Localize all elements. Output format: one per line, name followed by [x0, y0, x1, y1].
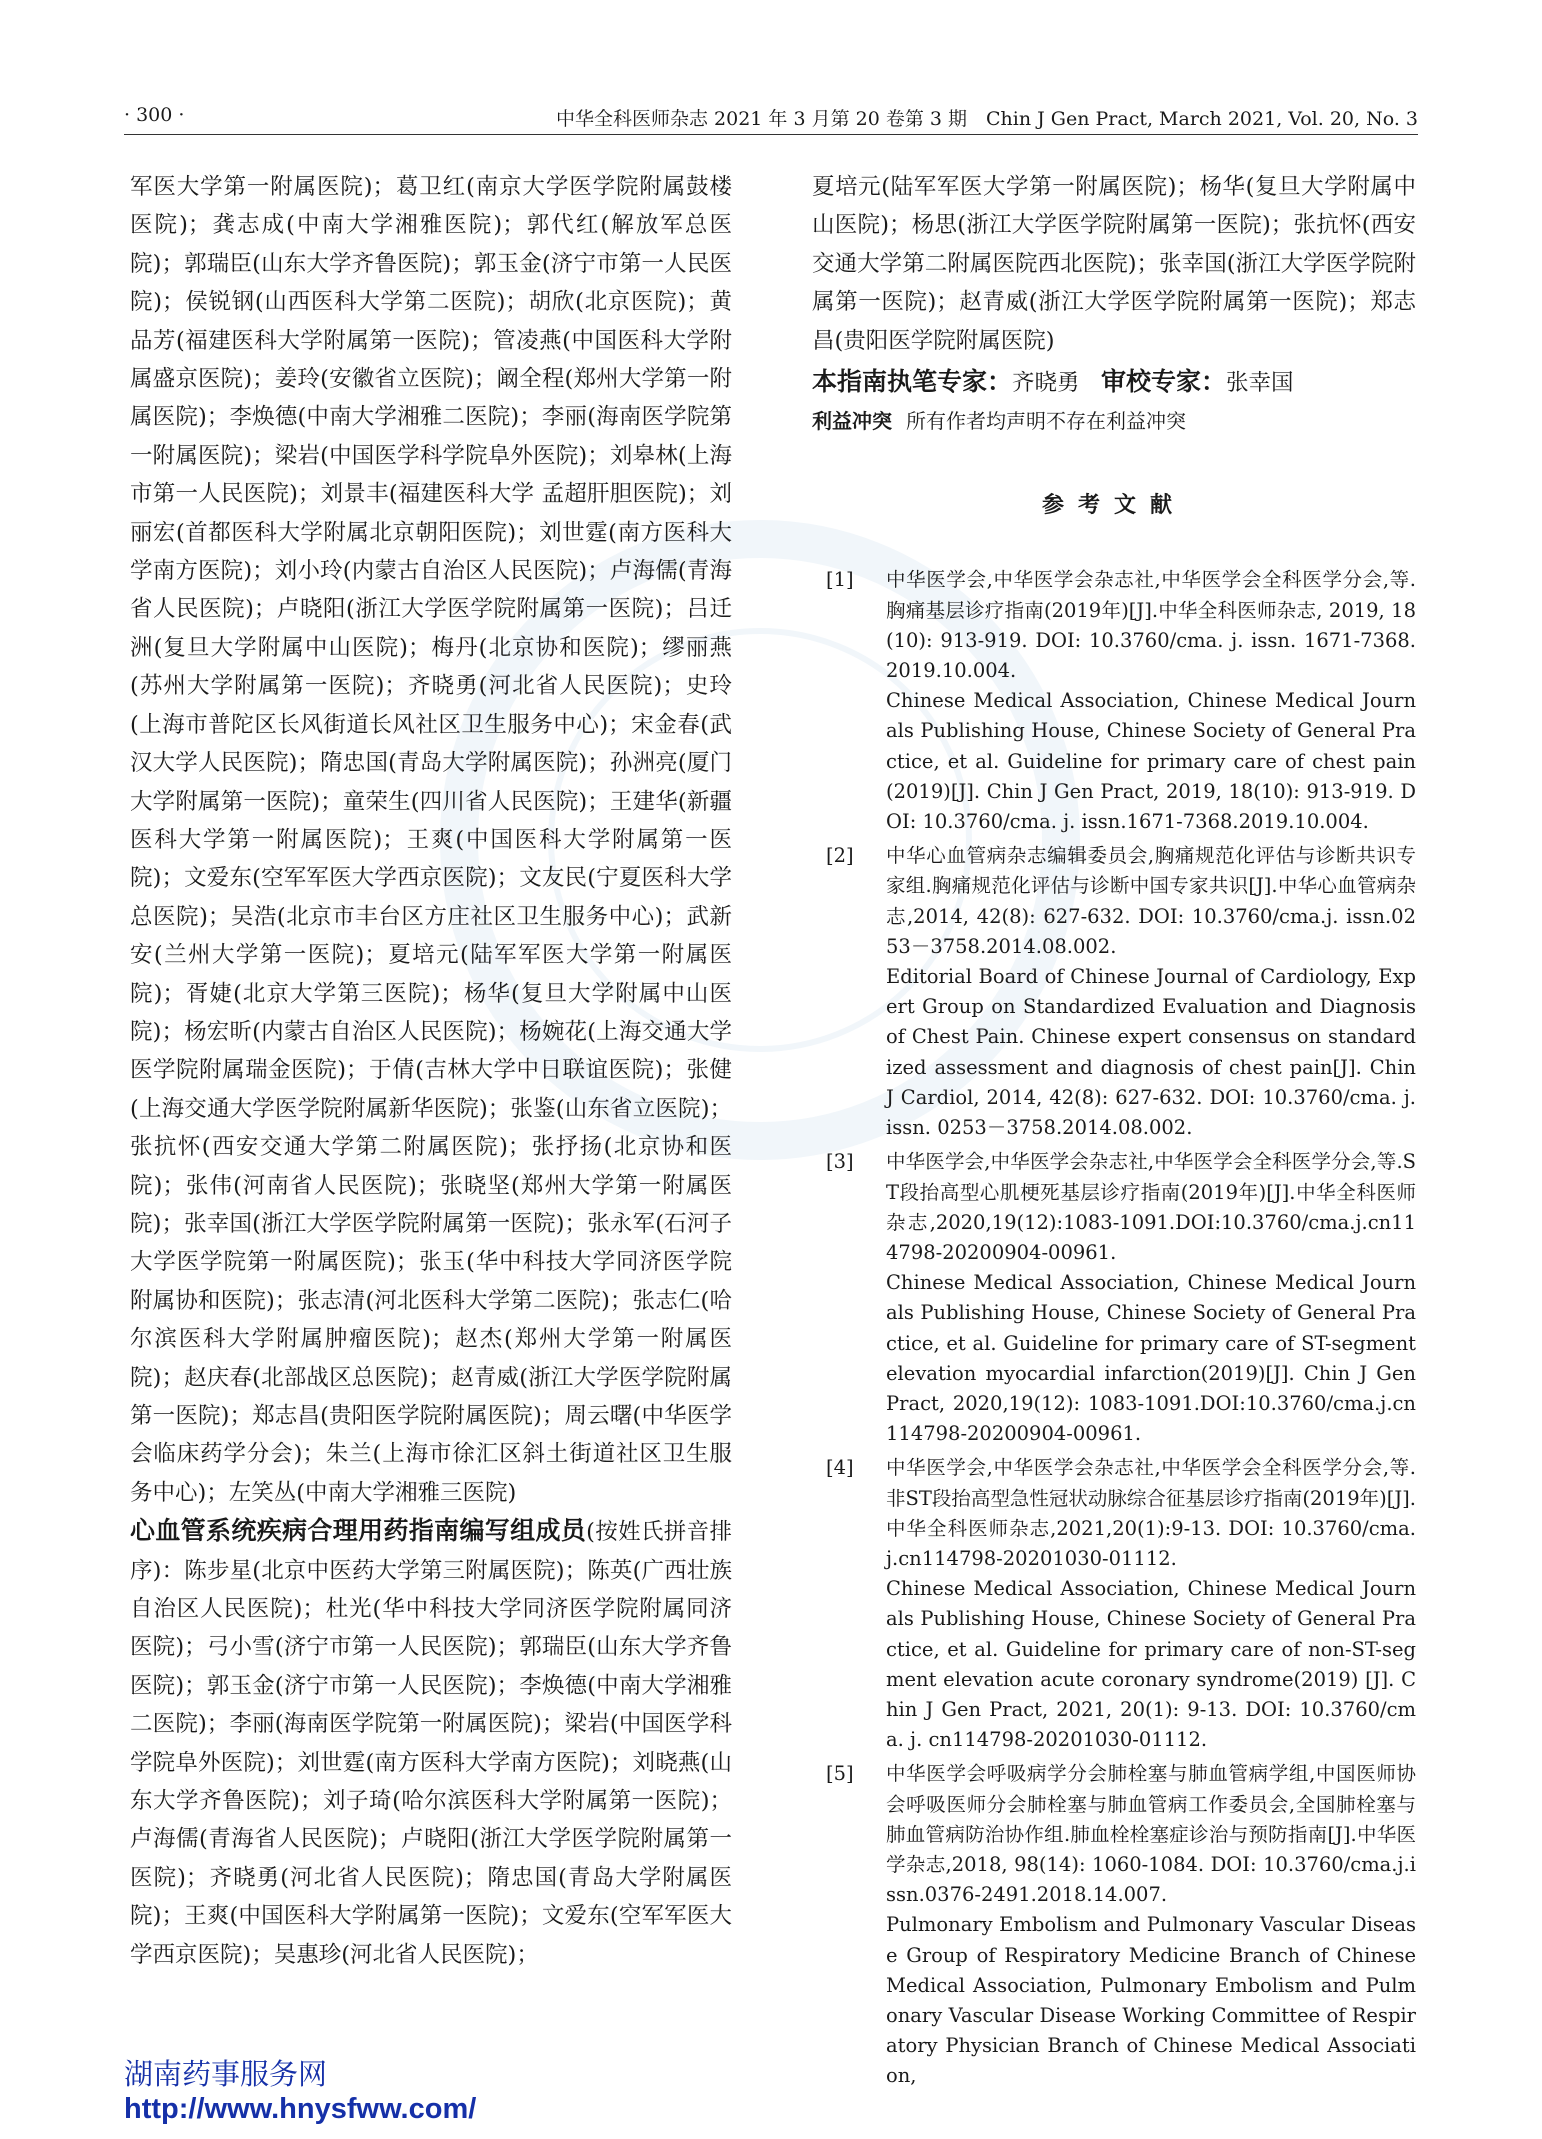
reference-chinese: 中华医学会,中华医学会杂志社,中华医学会全科医学分会,等.胸痛基层诊疗指南(2019年)[J].中华全科医师杂志, 2019, 18(10): 913-919. DOI: 10.3760/cma. j. issn. 1671-7368.2019.10.004.	[886, 568, 1416, 683]
reviewer-name: 张幸国	[1226, 370, 1294, 397]
writing-group-note: (按姓氏拼音排序)	[130, 1519, 732, 1584]
reference-english: Pulmonary Embolism and Pulmonary Vascular Disease Group of Respiratory Medicine Branch of Chinese Medical Association, Pulmonary Embolism and Pulmonary Vascular Disease Working Committee of Respiratory Physician Branch of Chinese Medical Association,	[886, 1913, 1416, 2088]
site-url-link[interactable]: http://www.hnysfww.com/	[124, 2093, 477, 2125]
coi-label: 利益冲突	[812, 409, 892, 434]
writing-group-paragraph	[130, 1512, 732, 1974]
right-column	[812, 168, 1416, 2096]
author-list-continued: 军医大学第一附属医院)；葛卫红(南京大学医学院附属鼓楼医院)；龚志成(中南大学湘雅医院)；郭代红(解放军总医院)；郭瑞臣(山东大学齐鲁医院)；郭玉金(济宁市第一人民医院)；侯锐钢(山西医科大学第二医院)；胡欣(北京医院)；黄品芳(福建医科大学附属第一医院)；管凌燕(中国医科大学附属盛京医院)；姜玲(安徽省立医院)；阚全程(郑州大学第一附属医院)；李焕德(中南大学湘雅二医院)；李丽(海南医学院第一附属医院)；梁岩(中国医学科学院阜外医院)；刘皋林(上海市第一人民医院)；刘景丰(福建医科大学 孟超肝胆医院)；刘丽宏(首都医科大学附属北京朝阳医院)；刘世霆(南方医科大学南方医院)；刘小玲(内蒙古自治区人民医院)；卢海儒(青海省人民医院)；卢晓阳(浙江大学医学院附属第一医院)；吕迁洲(复旦大学附属中山医院)；梅丹(北京协和医院)；缪丽燕(苏州大学附属第一医院)；齐晓勇(河北省人民医院)；史玲(上海市普陀区长风街道长风社区卫生服务中心)；宋金春(武汉大学人民医院)；隋忠国(青岛大学附属医院)；孙洲亮(厦门大学附属第一医院)；童荣生(四川省人民医院)；王建华(新疆医科大学第一附属医院)；王爽(中国医科大学附属第一医院)；文爱东(空军军医大学西京医院)；文友民(宁夏医科大学总医院)；吴浩(北京市丰台区方庄社区卫生服务中心)；武新安(兰州大学第一医院)；夏培元(陆军军医大学第一附属医院)；胥婕(北京大学第三医院)；杨华(复旦大学附属中山医院)；杨宏昕(内蒙古自治区人民医院)；杨婉花(上海交通大学医学院附属瑞金医院)；于倩(吉林大学中日联谊医院)；张健(上海交通大学医学院附属新华医院)；张鉴(山东省立医院)；张抗怀(西安交通大学第二附属医院)；张抒扬(北京协和医院)；张伟(河南省人民医院)；张晓坚(郑州大学第一附属医院)；张幸国(浙江大学医学院附属第一医院)；张永军(石河子大学医学院第一附属医院)；张玉(华中科技大学同济医学院附属协和医院)；张志清(河北医科大学第二医院)；张志仁(哈尔滨医科大学附属肿瘤医院)；赵杰(郑州大学第一附属医院)；赵庆春(北部战区总医院)；赵青威(浙江大学医学院附属第一医院)；郑志昌(贵阳医学院附属医院)；周云曙(中华医学会临床药学分会)；朱兰(上海市徐汇区斜土街道社区卫生服务中心)；左笑丛(中南大学湘雅三医院)	[130, 174, 732, 1506]
reference-number: [2]	[826, 844, 854, 868]
reference-number: [5]	[826, 1762, 854, 1786]
reference-item	[812, 841, 1416, 1143]
writing-group-title: 心血管系统疾病合理用药指南编写组成员	[130, 1516, 587, 1546]
running-header	[124, 100, 1418, 135]
site-footer	[124, 2058, 476, 2126]
reference-chinese: 中华医学会呼吸病学分会肺栓塞与肺血管病学组,中国医师协会呼吸医师分会肺栓塞与肺血管病工作委员会,全国肺栓塞与肺血管病防治协作组.肺血栓栓塞症诊治与预防指南[J].中华医学杂志,2018, 98(14): 1060-1084. DOI: 10.3760/cma.j.issn.0376-2491.2018.14.007.	[886, 1762, 1416, 1907]
reference-chinese: 中华医学会,中华医学会杂志社,中华医学会全科医学分会,等.ST段抬高型心肌梗死基层诊疗指南(2019年)[J].中华全科医师杂志,2020,19(12):1083-1091.DOI:10.3760/cma.j.cn114798-20200904-00961.	[886, 1150, 1416, 1264]
reference-english: Chinese Medical Association, Chinese Medical Journals Publishing House, Chinese Society of General Practice, et al. Guideline for primary care of ST-segment elevation myocardial infarction(2019)[J]. Chin J Gen Pract, 2020,19(12): 1083-1091.DOI:10.3760/cma.j.cn114798-20200904-00961.	[886, 1271, 1416, 1446]
journal-citation: 中华全科医师杂志 2021 年 3 月第 20 卷第 3 期 Chin J Gen Pract, March 2021, Vol. 20, No. 3	[556, 108, 1418, 130]
reference-number: [1]	[826, 568, 854, 592]
reference-chinese: 中华心血管病杂志编辑委员会,胸痛规范化评估与诊断共识专家组.胸痛规范化评估与诊断中国专家共识[J].中华心血管病杂志,2014, 42(8): 627-632. DOI: 10.3760/cma.j. issn.0253－3758.2014.08.002.	[886, 844, 1416, 958]
writing-group-members: ：陈步星(北京中医药大学第三附属医院)；陈英(广西壮族自治区人民医院)；杜光(华中科技大学同济医学院附属同济医院)；弓小雪(济宁市第一人民医院)；郭瑞臣(山东大学齐鲁医院)；郭玉金(济宁市第一人民医院)；李焕德(中南大学湘雅二医院)；李丽(海南医学院第一附属医院)；梁岩(中国医学科学院阜外医院)；刘世霆(南方医科大学南方医院)；刘晓燕(山东大学齐鲁医院)；刘子琦(哈尔滨医科大学附属第一医院)；卢海儒(青海省人民医院)；卢晓阳(浙江大学医学院附属第一医院)；齐晓勇(河北省人民医院)；隋忠国(青岛大学附属医院)；王爽(中国医科大学附属第一医院)；文爱东(空军军医大学西京医院)；吴惠珍(河北省人民医院)；	[130, 1557, 733, 1968]
reference-number: [3]	[826, 1150, 854, 1174]
reference-item	[812, 1759, 1416, 2091]
reference-english: Chinese Medical Association, Chinese Medical Journals Publishing House, Chinese Society of General Practice, et al. Guideline for primary care of non-ST-segment elevation acute coronary syndrome(2019) [J]. Chin J Gen Pract, 2021, 20(1): 9-13. DOI: 10.3760/cma. j. cn114798-20201030-01112.	[886, 1577, 1416, 1752]
reference-chinese: 中华医学会,中华医学会杂志社,中华医学会全科医学分会,等.非ST段抬高型急性冠状动脉综合征基层诊疗指南(2019年)[J].中华全科医师杂志,2021,20(1):9-13. DOI: 10.3760/cma.j.cn114798-20201030-01112.	[886, 1456, 1416, 1570]
site-name: 湖南药事服务网	[124, 2059, 328, 2091]
page-number: · 300 ·	[124, 104, 185, 126]
author-credits	[812, 362, 1416, 403]
reference-number: [4]	[826, 1456, 854, 1480]
coi-text: 所有作者均声明不存在利益冲突	[906, 409, 1186, 434]
reference-english: Chinese Medical Association, Chinese Medical Journals Publishing House, Chinese Society of General Practice, et al. Guideline for primary care of chest pain(2019)[J]. Chin J Gen Pract, 2019, 18(10): 913-919. DOI: 10.3760/cma. j. issn.1671-7368.2019.10.004.	[886, 689, 1416, 834]
reference-item	[812, 1147, 1416, 1449]
writer-label: 本指南执笔专家：	[812, 367, 1013, 397]
left-column	[130, 168, 732, 1974]
references-heading: 参考文献	[1041, 493, 1186, 519]
reference-list	[812, 565, 1416, 2091]
conflict-of-interest	[812, 403, 1416, 439]
reference-english: Editorial Board of Chinese Journal of Cardiology, Expert Group on Standardized Evaluation and Diagnosis of Chest Pain. Chinese expert consensus on standardized assessment and diagnosis of chest pain[J]. Chin J Cardiol, 2014, 42(8): 627-632. DOI: 10.3760/cma. j. issn. 0253－3758.2014.08.002.	[886, 965, 1416, 1140]
reference-item	[812, 565, 1416, 837]
writing-group-members-continued: 夏培元(陆军军医大学第一附属医院)；杨华(复旦大学附属中山医院)；杨思(浙江大学医学院附属第一医院)；张抗怀(西安交通大学第二附属医院西北医院)；张幸国(浙江大学医学院附属第一医院)；赵青威(浙江大学医学院附属第一医院)；郑志昌(贵阳医学院附属医院)	[812, 174, 1416, 354]
writer-name: 齐晓勇	[1012, 370, 1080, 397]
reviewer-label: 审校专家：	[1101, 367, 1227, 397]
reference-item	[812, 1453, 1416, 1755]
